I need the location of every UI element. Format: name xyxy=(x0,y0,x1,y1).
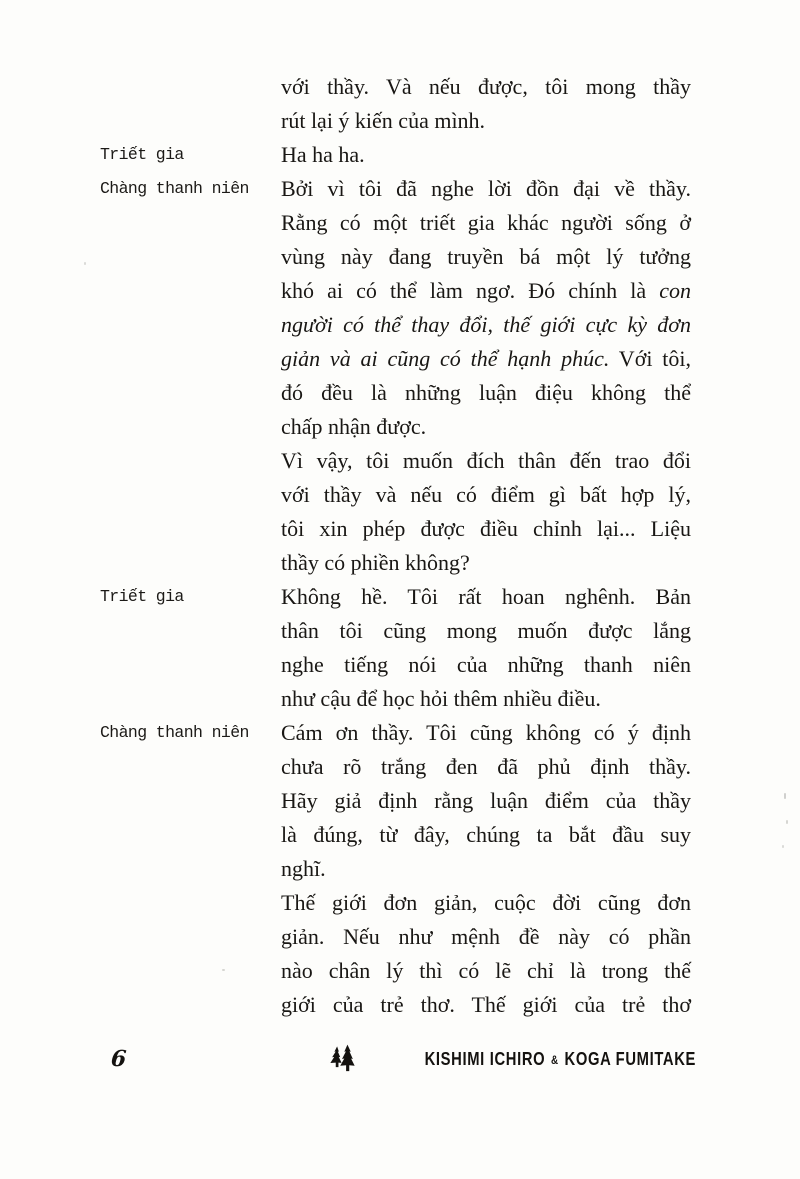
dialogue xyxy=(100,70,692,1022)
text-segment: Cám ơn thầy. Tôi cũng không có ý định xyxy=(281,720,691,745)
authors-line xyxy=(425,1049,696,1070)
text-segment: Bởi vì tôi đã nghe lời đồn đại về thầy. xyxy=(281,176,691,201)
dialogue-line xyxy=(281,206,691,240)
pine-trees-icon xyxy=(329,1044,356,1074)
dialogue-line xyxy=(281,444,691,478)
dialogue-line xyxy=(281,716,691,750)
text-segment: Không hề. Tôi rất hoan nghênh. Bản xyxy=(281,584,691,609)
dialogue-line xyxy=(281,580,691,614)
scan-speck xyxy=(782,845,784,848)
dialogue-line xyxy=(281,750,691,784)
text-segment: Với tôi, xyxy=(609,346,691,371)
dialogue-line xyxy=(281,376,691,410)
dialogue-line xyxy=(281,70,691,104)
text-segment: là đúng, từ đây, chúng ta bắt đầu suy xyxy=(281,822,691,847)
page-footer xyxy=(0,1042,800,1082)
author-name-left: KISHIMI ICHIRO xyxy=(424,1048,546,1069)
dialogue-line xyxy=(281,512,691,546)
text-segment: đó đều là những luận điệu không thể xyxy=(281,380,691,405)
ampersand: & xyxy=(550,1052,559,1067)
text-segment: giản. Nếu như mệnh đề này có phần xyxy=(281,924,691,949)
scan-speck xyxy=(84,262,86,265)
speech-lines xyxy=(281,70,691,138)
speaker-label: Triết gia xyxy=(100,587,184,606)
text-segment: tôi xin phép được điều chỉnh lại... Liệu xyxy=(281,516,691,541)
text-segment: khó ai có thể làm ngơ. Đó chính là xyxy=(281,278,660,303)
text-segment: Ha ha ha. xyxy=(281,142,365,167)
scan-speck xyxy=(786,820,788,824)
text-segment: nghe tiếng nói của những thanh niên xyxy=(281,652,691,677)
italic-text-segment: giản và ai cũng có thể hạnh phúc. xyxy=(281,346,610,371)
dialogue-entry xyxy=(100,70,692,138)
dialogue-line xyxy=(281,682,691,716)
text-segment: rút lại ý kiến của mình. xyxy=(281,108,486,133)
speech-lines xyxy=(281,580,691,716)
text-segment: Hãy giả định rằng luận điểm của thầy xyxy=(281,788,691,813)
text-segment: nghĩ. xyxy=(281,856,326,881)
dialogue-line xyxy=(281,614,691,648)
speech-lines xyxy=(281,716,691,886)
dialogue-line xyxy=(281,478,691,512)
author-credit xyxy=(329,1044,696,1074)
dialogue-line xyxy=(281,342,691,376)
text-segment: Thế giới đơn giản, cuộc đời cũng đơn xyxy=(281,890,691,915)
text-segment: Vì vậy, tôi muốn đích thân đến trao đổi xyxy=(281,448,691,473)
text-segment: giới của trẻ thơ. Thế giới của trẻ thơ xyxy=(281,992,691,1017)
text-segment: với thầy. Và nếu được, tôi mong thầy xyxy=(281,74,691,99)
dialogue-line xyxy=(281,818,691,852)
dialogue-line xyxy=(281,410,691,444)
scan-speck xyxy=(784,793,786,799)
text-segment: vùng này đang truyền bá một lý tưởng xyxy=(281,244,691,269)
dialogue-line xyxy=(281,138,691,172)
dialogue-line xyxy=(281,104,691,138)
text-segment: chấp nhận được. xyxy=(281,414,427,439)
dialogue-entry xyxy=(100,716,692,886)
dialogue-line xyxy=(281,172,691,206)
dialogue-line xyxy=(281,308,691,342)
italic-text-segment: con xyxy=(659,278,691,303)
text-segment: chưa rõ trắng đen đã phủ định thầy. xyxy=(281,754,691,779)
text-segment: với thầy và nếu có điểm gì bất hợp lý, xyxy=(281,482,691,507)
italic-text-segment: người có thể thay đổi, thế giới cực kỳ đơn xyxy=(281,312,691,337)
author-name-right: KOGA FUMITAKE xyxy=(564,1048,696,1069)
dialogue-line xyxy=(281,648,691,682)
speaker-label: Chàng thanh niên xyxy=(100,179,249,198)
dialogue-entry xyxy=(100,172,692,444)
dialogue-entry xyxy=(100,138,692,172)
speaker-label: Chàng thanh niên xyxy=(100,723,249,742)
dialogue-line xyxy=(281,988,691,1022)
scan-speck xyxy=(222,969,225,971)
text-segment: thân tôi cũng mong muốn được lắng xyxy=(281,618,691,643)
page-number: 6 xyxy=(110,1046,128,1072)
speech-lines xyxy=(281,444,691,580)
dialogue-line xyxy=(281,954,691,988)
dialogue-entry xyxy=(100,444,692,580)
text-segment: nào chân lý thì có lẽ chỉ là trong thế xyxy=(281,958,691,983)
dialogue-entry xyxy=(100,580,692,716)
text-segment: như cậu để học hỏi thêm nhiều điều. xyxy=(281,686,601,711)
dialogue-line xyxy=(281,852,691,886)
dialogue-entry xyxy=(100,886,692,1022)
dialogue-line xyxy=(281,920,691,954)
dialogue-line xyxy=(281,274,691,308)
text-segment: thầy có phiền không? xyxy=(281,550,470,575)
speech-lines xyxy=(281,172,691,444)
text-segment: Rằng có một triết gia khác người sống ở xyxy=(281,210,691,235)
speech-lines xyxy=(281,886,691,1022)
dialogue-line xyxy=(281,546,691,580)
speech-lines xyxy=(281,138,691,172)
dialogue-line xyxy=(281,886,691,920)
dialogue-line xyxy=(281,240,691,274)
speaker-label: Triết gia xyxy=(100,145,184,164)
dialogue-line xyxy=(281,784,691,818)
